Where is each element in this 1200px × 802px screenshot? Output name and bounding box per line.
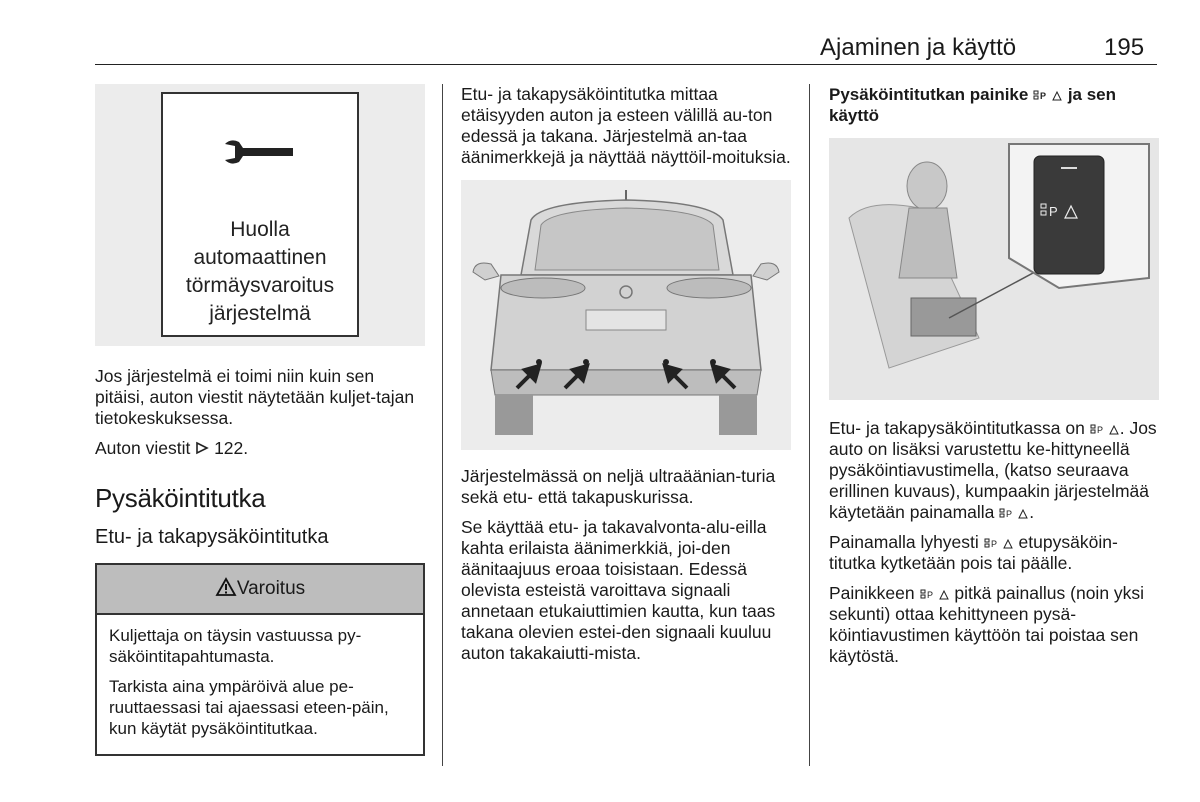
svg-text:P: P — [926, 589, 933, 600]
column-divider-2 — [809, 84, 810, 766]
column-middle — [461, 84, 791, 673]
console-button-figure — [829, 138, 1159, 400]
parking-button-icon — [999, 507, 1029, 520]
service-warning-figure — [95, 84, 425, 346]
column-right — [829, 84, 1159, 676]
page-number: 195 — [1104, 34, 1145, 61]
svg-text:P: P — [990, 538, 997, 549]
subsection-heading: Etu- ja takapysäköintitutka — [95, 526, 329, 548]
parking-button-icon — [920, 588, 950, 601]
text-run: . — [1029, 502, 1035, 522]
sign-line: järjestelmä — [209, 302, 311, 325]
warning-header — [97, 565, 423, 615]
paragraph — [829, 418, 1159, 523]
parking-button-icon — [984, 537, 1014, 550]
heading-text: ja sen käyttö — [829, 85, 1117, 125]
warning-text: Kuljettaja on täysin vastuussa py-säköintitapahtumasta. — [109, 626, 362, 666]
button-heading — [829, 84, 1159, 126]
paragraph: Järjestelmässä on neljä ultraäänian-turia sekä etu- että takapuskurissa. — [461, 466, 776, 507]
wrench-icon — [221, 134, 297, 170]
svg-text:P: P — [1040, 91, 1047, 102]
heading-text: Pysäköintitutkan painike — [829, 85, 1029, 104]
paragraph — [829, 532, 1159, 574]
header-divider — [95, 64, 1157, 65]
sign-line: Huolla — [230, 218, 290, 241]
paragraph — [829, 583, 1159, 667]
section-heading: Pysäköintitutka — [95, 483, 266, 513]
svg-text:P: P — [1049, 204, 1058, 219]
reference-paragraph — [95, 438, 425, 459]
paragraph: Se käyttää etu- ja takavalvonta-alu-eilla kahta erilaista äänimerkkiä, joi-den äänitaajuus eroaa toisistaan. Edessä olevista esteistä varoittava signaali annetaan etukaiuttimien kautta, kun taas takana olevien estei-den signaali kuuluu auton takakaiutti-mista. — [461, 517, 776, 663]
svg-text:P: P — [1096, 424, 1103, 435]
parking-button-icon — [1033, 89, 1063, 102]
text-run: Etu- ja takapysäköintitutkassa on — [829, 418, 1085, 438]
warning-triangle-icon — [215, 577, 237, 597]
warning-text: Tarkista aina ympäröivä alue pe-ruuttaessasi tai ajaessasi eteen-päin, kun käytät pysäköintitutkaa. — [109, 677, 389, 738]
center-console-illustration — [829, 138, 1159, 400]
paragraph: Jos järjestelmä ei toimi niin kuin sen pitäisi, auton viestit näytetään kuljet-tajan tietokeskuksessa. — [95, 366, 415, 428]
text-run: etupysäköin-titutka kytketään pois tai päälle. — [829, 532, 1118, 573]
sign-line: automaattinen — [193, 246, 327, 269]
display-message-panel — [161, 92, 359, 337]
warning-box — [95, 563, 425, 756]
sign-line: törmäysvaroitus — [185, 274, 335, 297]
text-run: Painamalla lyhyesti — [829, 532, 979, 552]
arrow-reference-icon — [195, 441, 209, 455]
reference-page[interactable]: 122. — [214, 438, 249, 458]
warning-body — [97, 615, 423, 754]
car-rear-illustration — [461, 180, 791, 450]
sign-message — [163, 216, 357, 328]
svg-text:P: P — [1006, 508, 1013, 519]
column-divider-1 — [442, 84, 443, 766]
warning-title: Varoitus — [236, 578, 306, 599]
column-left — [95, 84, 425, 756]
rear-sensors-figure — [461, 180, 791, 450]
paragraph: Etu- ja takapysäköintitutka mittaa etäisyyden auton ja esteen välillä au-ton edessä ja takana. Järjestelmä an-taa äänimerkkejä ja näyttää näyttöil-moituksia. — [461, 84, 791, 167]
text-run: . Jos auto on lisäksi varustettu ke-hittyneellä pysäköintiavustimella, (katso seuraava erillinen kuvaus), kumpaakin järjestelmää käytetään painamalla — [829, 418, 1157, 522]
parking-button-icon — [1090, 423, 1120, 436]
text-run: Painikkeen — [829, 583, 915, 603]
text-run: pitkä painallus (noin yksi sekunti) ottaa kehittyneen pysä-köintiavustimen käyttöön tai poistaa sen käytöstä. — [829, 583, 1145, 666]
reference-text: Auton viestit — [95, 438, 191, 458]
chapter-title: Ajaminen ja käyttö — [820, 34, 1017, 61]
